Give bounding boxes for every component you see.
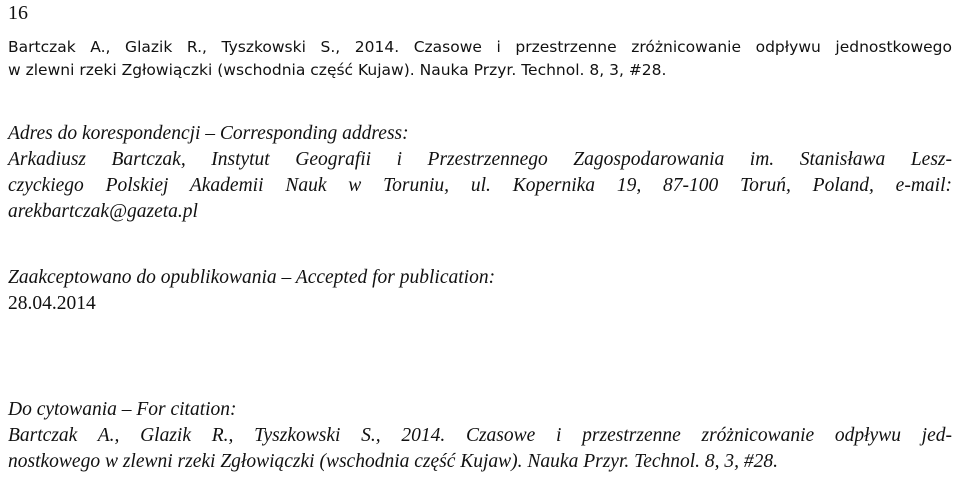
correspondence-line-1: Arkadiusz Bartczak, Instytut Geografii i Przestrzennego Zagospodarowania im. Stanisława Lesz- xyxy=(8,149,952,170)
citation-heading: Do cytowania – For citation: xyxy=(8,399,237,420)
accepted-heading: Zaakceptowano do opublikowania – Accepted for publication: xyxy=(8,267,496,288)
header-citation-line-2: w zlewni rzeki Zgłowiączki (wschodnia część Kujaw). Nauka Przyr. Technol. 8, 3, #28. xyxy=(8,61,667,79)
citation-line-1: Bartczak A., Glazik R., Tyszkowski S., 2014. Czasowe i przestrzenne zróżnicowanie odpływu jed- xyxy=(8,425,952,446)
citation-line-2: nostkowego w zlewni rzeki Zgłowiączki (wschodnia część Kujaw). Nauka Przyr. Technol. 8, 3, #28. xyxy=(8,451,779,472)
correspondence-line-2: czyckiego Polskiej Akademii Nauk w Toruniu, ul. Kopernika 19, 87-100 Toruń, Poland, e-mail: xyxy=(8,175,952,196)
correspondence-email: arekbartczak@gazeta.pl xyxy=(8,201,198,222)
citation-block xyxy=(8,397,952,475)
correspondence-heading: Adres do korespondencji – Corresponding address: xyxy=(8,123,409,144)
correspondence-block xyxy=(8,121,952,225)
header-citation xyxy=(8,36,952,82)
accepted-date: 28.04.2014 xyxy=(8,293,96,314)
accepted-block xyxy=(8,265,952,317)
page-number: 16 xyxy=(8,2,28,24)
header-citation-line-1: Bartczak A., Glazik R., Tyszkowski S., 2014. Czasowe i przestrzenne zróżnicowanie odpływu jednostkowego xyxy=(8,38,952,56)
